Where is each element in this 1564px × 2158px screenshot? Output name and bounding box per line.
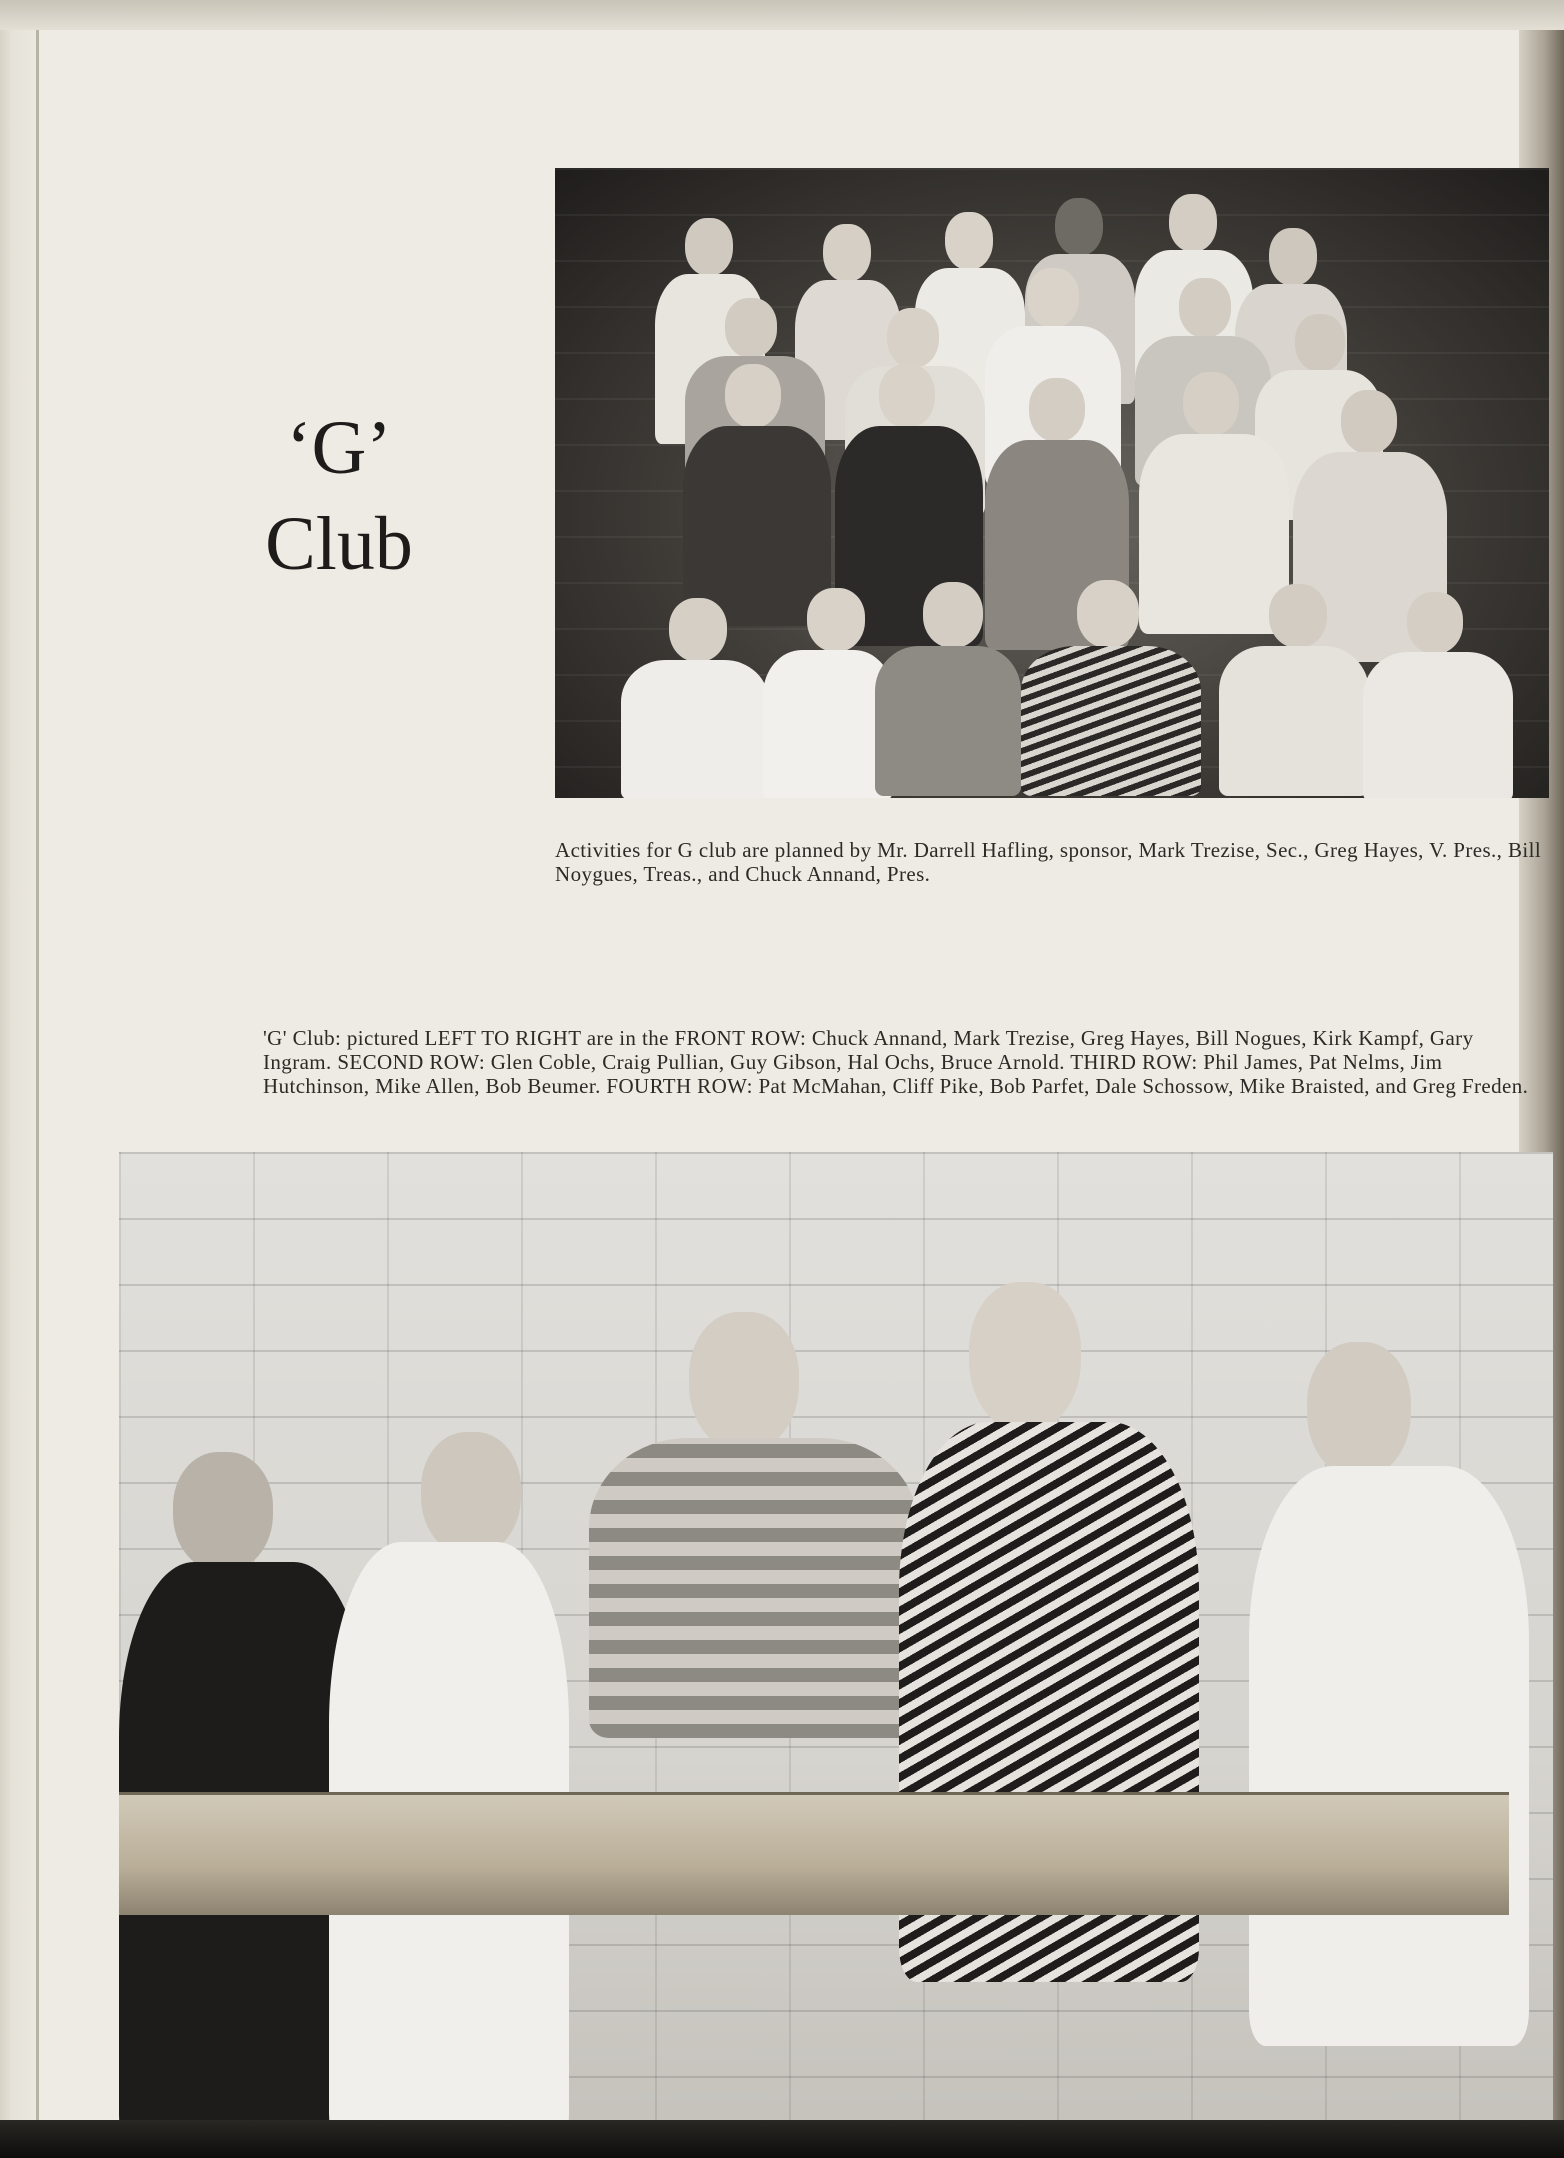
page-sheet — [36, 30, 1542, 2120]
officers-photo — [119, 1152, 1553, 2150]
page-title-line2: Club — [265, 502, 413, 586]
scan-top-edge — [0, 0, 1564, 30]
officers-caption: Activities for G club are planned by Mr. Darrell Hafling, sponsor, Mark Trezise, Sec., Greg Hayes, V. Pres., Bill Noygues, Treas., and Chuck Annand, Pres. — [555, 838, 1542, 886]
bench — [119, 1792, 1509, 1915]
scan-bottom-edge — [0, 2120, 1564, 2158]
group-photo — [555, 168, 1549, 798]
page-title — [189, 400, 489, 592]
page-title-line1: ‘G’ — [286, 406, 392, 490]
group-caption: 'G' Club: pictured LEFT TO RIGHT are in the FRONT ROW: Chuck Annand, Mark Trezise, Greg Hayes, Bill Nogues, Kirk Kampf, Gary Ingram. SECOND ROW: Glen Coble, Craig Pullian, Guy Gibson, Hal Ochs, Bruce Arnold. THIRD ROW: Phil James, Pat Nelms, Jim Hutchinson, Mike Allen, Bob Beumer. FOURTH ROW: Pat McMahan, Cliff Pike, Bob Parfet, Dale Schossow, Mike Braisted, and Greg Freden. — [263, 1026, 1529, 1098]
